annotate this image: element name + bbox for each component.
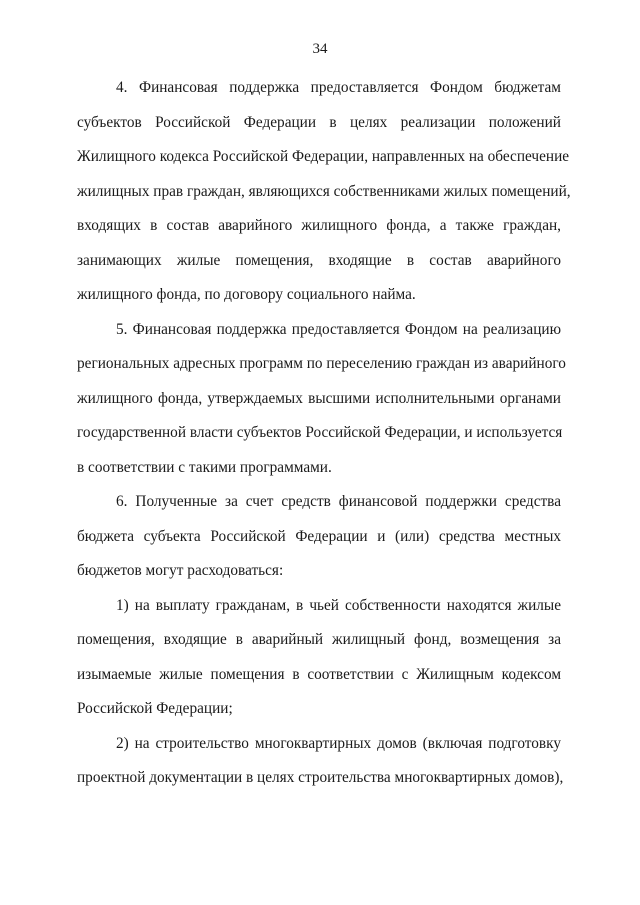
text-line: 1) на выплату гражданам, в чьей собственности находятся жилые <box>116 597 561 614</box>
page-number: 34 <box>312 41 328 57</box>
text-line: бюджетов могут расходоваться: <box>77 562 284 579</box>
text-line: Российской Федерации; <box>77 700 233 717</box>
text-line: 6. Полученные за счет средств финансовой поддержки средства <box>116 493 561 510</box>
text-line: государственной власти субъектов Российской Федерации, и используется <box>77 424 563 441</box>
text-line: Жилищного кодекса Российской Федерации, направленных на обеспечение <box>77 148 570 165</box>
text-line: жилищных прав граждан, являющихся собственниками жилых помещений, <box>77 183 571 200</box>
text-line: в соответствии с такими программами. <box>77 459 332 476</box>
text-line: жилищного фонда, утверждаемых высшими исполнительными органами <box>77 390 561 407</box>
text-line: помещения, входящие в аварийный жилищный фонд, возмещения за <box>77 631 561 648</box>
text-line: занимающих жилые помещения, входящие в состав аварийного <box>77 252 561 269</box>
text-line: бюджета субъекта Российской Федерации и (или) средства местных <box>77 528 561 545</box>
text-line: 5. Финансовая поддержка предоставляется Фондом на реализацию <box>116 321 561 338</box>
text-line: 2) на строительство многоквартирных домов (включая подготовку <box>116 735 561 752</box>
text-line: входящих в состав аварийного жилищного фонда, а также граждан, <box>77 217 561 234</box>
text-line: субъектов Российской Федерации в целях реализации положений <box>77 114 561 131</box>
text-line: жилищного фонда, по договору социального найма. <box>77 286 416 303</box>
text-line: региональных адресных программ по переселению граждан из аварийного <box>77 355 566 372</box>
text-line: проектной документации в целях строительства многоквартирных домов), <box>77 769 564 786</box>
text-line: 4. Финансовая поддержка предоставляется Фондом бюджетам <box>116 79 561 96</box>
text-line: изымаемые жилые помещения в соответствии с Жилищным кодексом <box>77 666 561 683</box>
